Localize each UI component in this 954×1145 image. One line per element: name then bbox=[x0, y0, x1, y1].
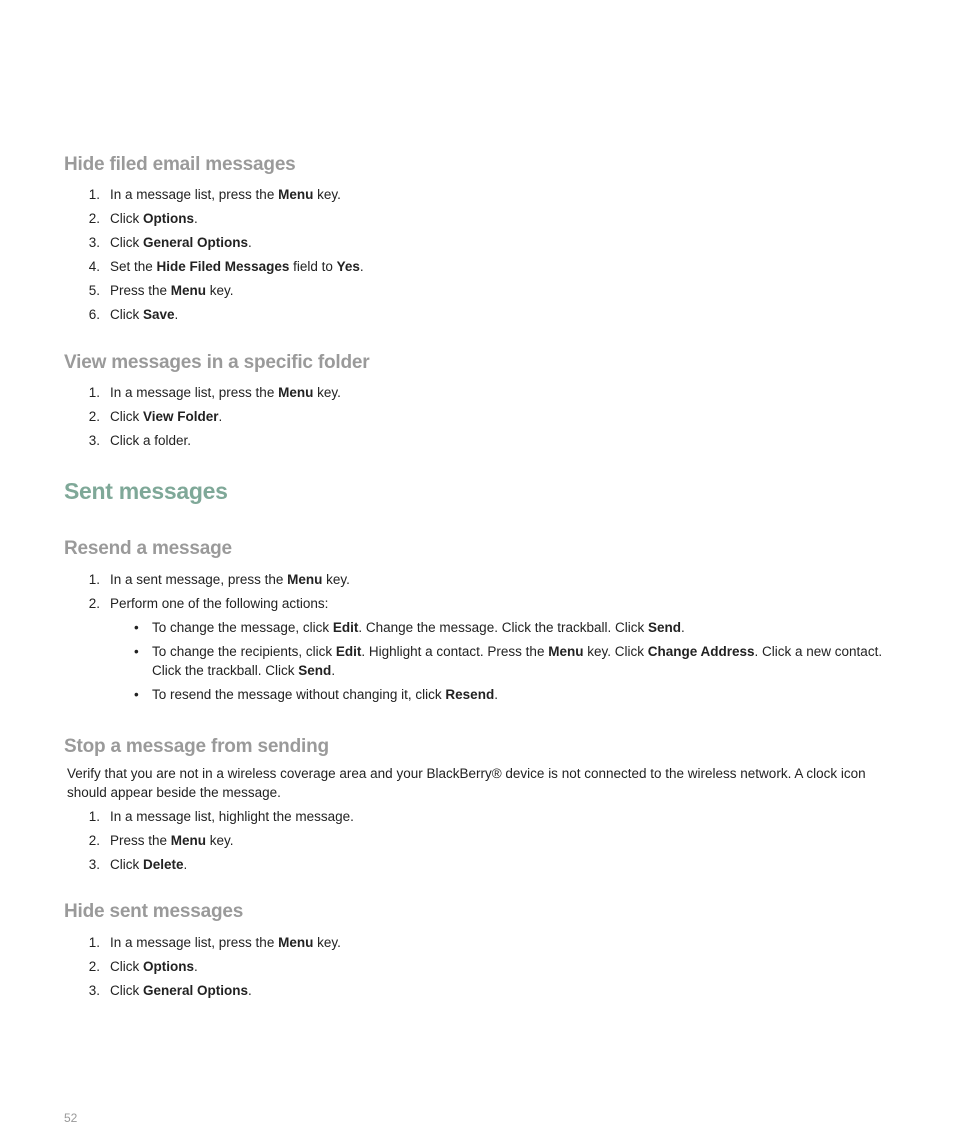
step-text: Click General Options. bbox=[110, 983, 252, 998]
step-text: Press the Menu key. bbox=[110, 283, 234, 298]
step-number: 1. bbox=[88, 385, 100, 400]
step-number: 2. bbox=[88, 211, 100, 226]
step-text: Click View Folder. bbox=[110, 409, 223, 424]
step-number: 2. bbox=[88, 833, 100, 848]
ui-term: Resend bbox=[445, 687, 495, 702]
step-number: 5. bbox=[88, 283, 100, 298]
step-text: In a message list, press the Menu key. bbox=[110, 187, 341, 202]
step-text: In a message list, press the Menu key. bbox=[110, 385, 341, 400]
step-number: 2. bbox=[88, 596, 100, 611]
list-item bbox=[0, 685, 897, 704]
bullet-icon: • bbox=[134, 687, 139, 702]
ui-term: Delete bbox=[143, 857, 184, 872]
ui-term: Hide Filed Messages bbox=[156, 259, 290, 274]
ui-term: Edit bbox=[335, 644, 362, 659]
ui-term: Save bbox=[143, 307, 175, 322]
step-text: Perform one of the following actions: bbox=[110, 596, 329, 611]
step-number: 2. bbox=[88, 959, 100, 974]
ui-term: View Folder bbox=[143, 409, 219, 424]
step-number: 1. bbox=[88, 935, 100, 950]
step-text: In a message list, press the Menu key. bbox=[110, 935, 341, 950]
step-text: Click Options. bbox=[110, 959, 198, 974]
ui-term: Change Address bbox=[647, 644, 755, 659]
step-text: In a message list, highlight the message. bbox=[110, 809, 354, 824]
ui-term: Menu bbox=[170, 283, 207, 298]
stop-sending-intro: Verify that you are not in a wireless coverage area and your BlackBerry® device is not connected to the wireless network. A clock icon should appear beside the message. bbox=[67, 766, 866, 800]
step-number: 1. bbox=[88, 572, 100, 587]
step-number: 3. bbox=[88, 433, 100, 448]
step-text: Click Delete. bbox=[110, 857, 188, 872]
step-text: Click Options. bbox=[110, 211, 198, 226]
step-text: Click Save. bbox=[110, 307, 179, 322]
step-number: 3. bbox=[88, 857, 100, 872]
page-number: 52 bbox=[64, 1111, 78, 1125]
ui-term: Menu bbox=[278, 385, 314, 400]
step-number: 1. bbox=[88, 809, 100, 824]
ui-term: Send bbox=[298, 663, 332, 678]
list-item bbox=[0, 642, 897, 680]
step-text: Press the Menu key. bbox=[110, 833, 234, 848]
ui-term: Send bbox=[647, 620, 681, 635]
bullet-icon: • bbox=[134, 644, 139, 659]
ui-term: Menu bbox=[170, 833, 207, 848]
bullet-text: To change the recipients, click Edit. Highlight a contact. Press the Menu key. Click Change Address. Click a new contact. Click the trackball. Click Send. bbox=[152, 644, 883, 678]
section-heading-resend: Resend a message bbox=[64, 538, 232, 559]
step-number: 3. bbox=[88, 235, 100, 250]
ui-term: Options bbox=[143, 959, 194, 974]
ui-term: Menu bbox=[278, 187, 314, 202]
step-text: Click General Options. bbox=[110, 235, 252, 250]
ui-term: Menu bbox=[278, 935, 314, 950]
bullet-text: To resend the message without changing it, click Resend. bbox=[152, 687, 498, 702]
ui-term: General Options bbox=[143, 983, 249, 998]
chapter-heading-sent-messages: Sent messages bbox=[64, 478, 228, 504]
step-number: 2. bbox=[88, 409, 100, 424]
step-text: In a sent message, press the Menu key. bbox=[110, 572, 350, 587]
resend-options-list bbox=[0, 618, 897, 704]
step-number: 6. bbox=[88, 307, 100, 322]
section-heading-hide-filed: Hide filed email messages bbox=[64, 154, 296, 175]
ui-term: General Options bbox=[143, 235, 249, 250]
list-item bbox=[0, 618, 897, 637]
ui-term: Menu bbox=[548, 644, 584, 659]
ui-term: Yes bbox=[336, 259, 360, 274]
step-text: Set the Hide Filed Messages field to Yes. bbox=[110, 259, 364, 274]
step-number: 3. bbox=[88, 983, 100, 998]
ui-term: Edit bbox=[332, 620, 359, 635]
bullet-text: To change the message, click Edit. Change the message. Click the trackball. Click Send. bbox=[152, 620, 685, 635]
section-heading-stop-sending: Stop a message from sending bbox=[64, 736, 329, 757]
section-heading-hide-sent: Hide sent messages bbox=[64, 901, 244, 922]
section-heading-view-folder: View messages in a specific folder bbox=[64, 352, 370, 373]
step-number: 4. bbox=[88, 259, 100, 274]
ui-term: Options bbox=[143, 211, 194, 226]
step-text: Click a folder. bbox=[110, 433, 192, 448]
ui-term: Menu bbox=[287, 572, 323, 587]
bullet-icon: • bbox=[134, 620, 139, 635]
step-number: 1. bbox=[88, 187, 100, 202]
